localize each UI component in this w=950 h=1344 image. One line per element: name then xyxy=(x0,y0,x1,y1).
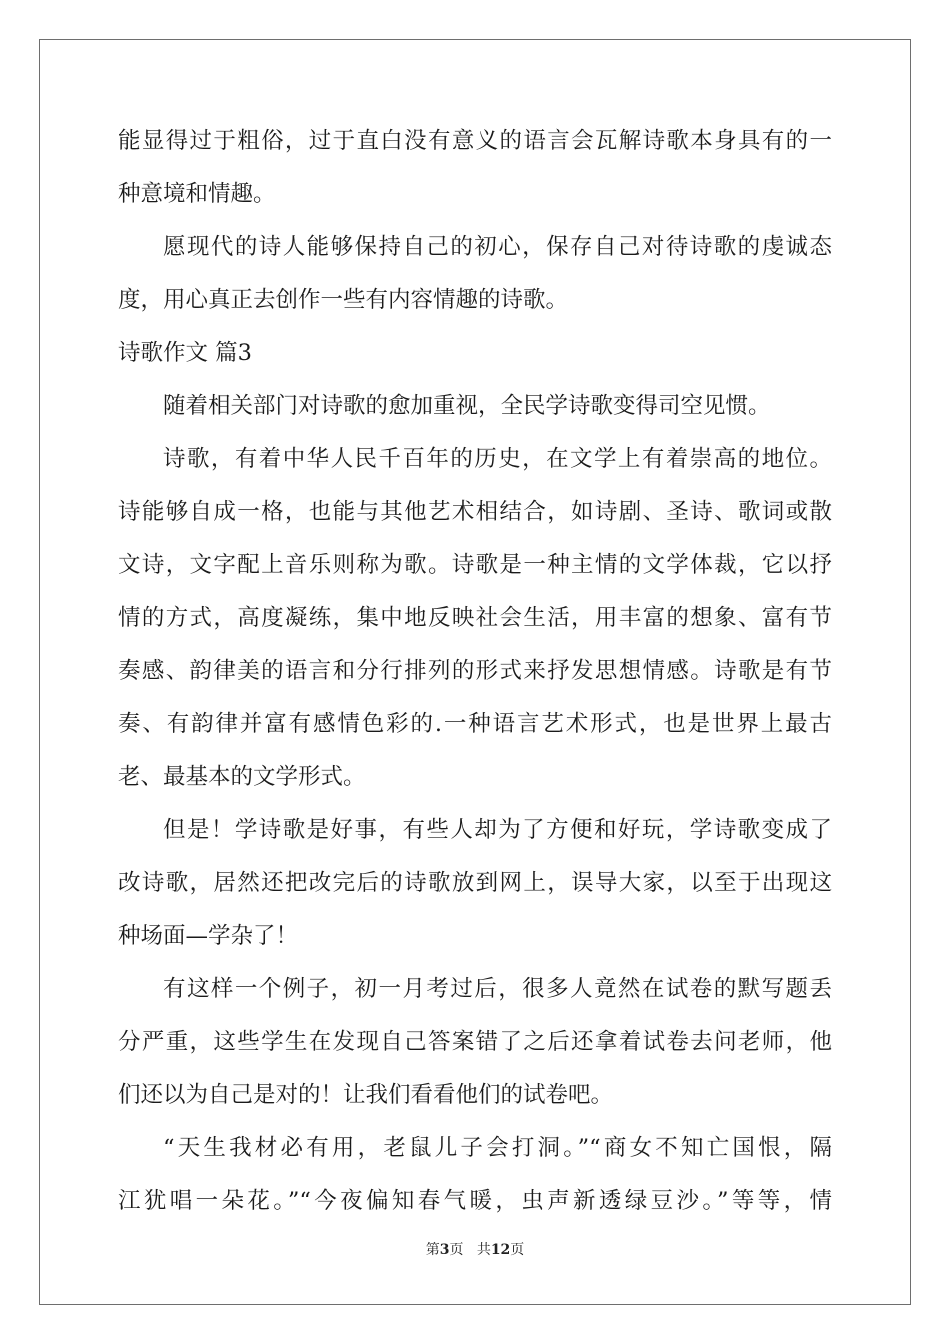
text-line-3: 愿现代的诗人能够保持自己的初心，保存自己对待诗歌的虔诚态 xyxy=(163,234,832,260)
text-line-9: 文诗，文字配上音乐则称为歌。诗歌是一种主情的文学体裁，它以抒 xyxy=(118,552,832,578)
text-line-21: 江犹唱一朵花。”“今夜偏知春气暖，虫声新透绿豆沙。”等等，情 xyxy=(118,1188,832,1214)
text-line-4: 度，用心真正去创作一些有内容情趣的诗歌。 xyxy=(118,287,569,313)
text-line-7: 诗歌，有着中华人民千百年的历史，在文学上有着崇高的地位。 xyxy=(163,446,832,472)
text-line-18: 分严重，这些学生在发现自己答案错了之后还拿着试卷去问老师，他 xyxy=(118,1029,832,1055)
text-line-10: 情的方式，高度凝练，集中地反映社会生活，用丰富的想象、富有节 xyxy=(118,605,832,631)
total-prefix: 共 xyxy=(476,1242,491,1258)
text-line-15: 改诗歌，居然还把改完后的诗歌放到网上，误导大家，以至于出现这 xyxy=(118,870,832,896)
page-total: 12 xyxy=(490,1242,511,1258)
text-line-19: 们还以为自己是对的！让我们看看他们的试卷吧。 xyxy=(118,1082,614,1108)
text-line-8: 诗能够自成一格，也能与其他艺术相结合，如诗剧、圣诗、歌词或散 xyxy=(118,499,832,525)
text-line-13: 老、最基本的文学形式。 xyxy=(118,764,366,790)
text-line-16: 种场面—学杂了！ xyxy=(118,923,299,949)
text-line-6: 随着相关部门对诗歌的愈加重视，全民学诗歌变得司空见惯。 xyxy=(163,393,771,419)
text-line-12: 奏、有韵律并富有感情色彩的.一种语言艺术形式，也是世界上最古 xyxy=(118,711,832,737)
text-line-14: 但是！学诗歌是好事，有些人却为了方便和好玩，学诗歌变成了 xyxy=(163,817,832,843)
text-line-1: 能显得过于粗俗，过于直白没有意义的语言会瓦解诗歌本身具有的一 xyxy=(118,128,832,154)
text-line-17: 有这样一个例子，初一月考过后，很多人竟然在试卷的默写题丢 xyxy=(163,976,832,1002)
section-heading: 诗歌作文 篇3 xyxy=(118,340,252,366)
page-prefix: 第 xyxy=(425,1242,440,1258)
page-footer xyxy=(0,1239,950,1259)
text-line-2: 种意境和情趣。 xyxy=(118,181,276,207)
total-suffix: 页 xyxy=(510,1242,525,1258)
page-suffix: 页 xyxy=(449,1242,464,1258)
page-current: 3 xyxy=(439,1242,450,1258)
text-line-11: 奏感、韵律美的语言和分行排列的形式来抒发思想情感。诗歌是有节 xyxy=(118,658,832,684)
text-line-20: “天生我材必有用，老鼠儿子会打洞。”“商女不知亡国恨，隔 xyxy=(163,1135,832,1161)
